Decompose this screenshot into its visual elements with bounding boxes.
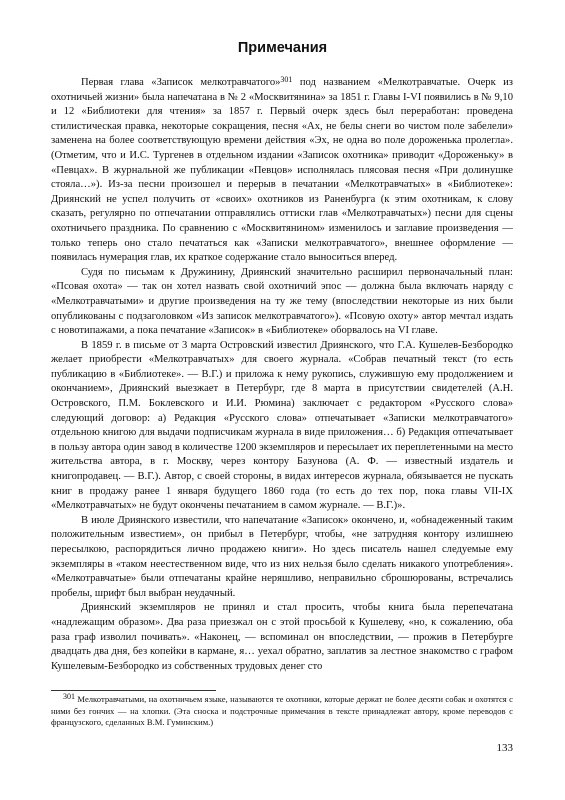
paragraph-2: Судя по письмам к Дружинину, Дриянский значительно расширил первоначальный план: «Псовая охота» — так он хотел назвать свой охотничий эпос — должна была включать наряду с «Мелкотравчатыми» и другие произведения на ту же тему (впоследствии некоторые из них были опубликованы с подзаголовком «Из записок мелкотравчатого»). «Псовую охоту» автор мечтал издать с новотипажами, а пока печатание «Записок» в «Библиотеке» оборвалось на VI главе.	[51, 266, 513, 337]
page-title: Примечания	[237, 40, 328, 56]
main-text	[51, 76, 513, 674]
paragraph-1-text: Первая глава «Записок мелкотравчатого»	[81, 77, 281, 88]
paragraph-1	[51, 76, 513, 266]
footnote	[51, 694, 513, 729]
footnote-text: Мелкотравчатыми, на охотничьем языке, называются те охотники, которые держат не более десяти собак и охотятся с ними без гончих — на хлопки. (Эта сноска и подстрочные примечания в тексте принадлежат автору, кроме переводов с французского, сделанных В.М. Гуминским.)	[51, 694, 513, 728]
page-number: 133	[496, 742, 513, 754]
paragraph-1-text-continued: под названием «Мелкотравчатые. Очерк из охотничьей жизни» была напечатана в № 2 «Москвитянина» за 1851 г. Главы I-VI появились в № 9,10 и 12 «Библиотеки для чтения» за 1857 г. Первый очерк здесь был переработан: проведена стилистическая правка, некоторые сокращения, песня «Ах, не белы снеги во чистом поле забелели» заменена на более соответствующую времени действия «Эх, не одна во поле дороженька пролегла». (Отметим, что и И.С. Тургенев в отдельном издании «Записок охотника» приводит «Дороженьку» в «Певцах». В журнальной же публикации «Певцов» исполнялась плясовая песня «При долинушке стояла…»). Из-за песни произошел и перерыв в печатании «Мелкотравчатых» в «Библиотеке»: Дриянский не успел получить от «своих» охотников из Раненбурга (к этим охотникам, к слову сказать, регулярно по отпечатании отправлялись оттиски глав «Мелкотравчатых») песни для сцены охотничьего праздника. По сравнению с «Москвитянином» изменилось и заглавие произведения — только теперь оно стало печататься как «Записки мелкотравчатого», внешнее оформление — появилась нумерация глав, их краткое содержание стало выноситься вперед.	[51, 77, 513, 264]
footnote-number: 301	[63, 692, 75, 701]
paragraph-3: В 1859 г. в письме от 3 марта Островский известил Дриянского, что Г.А. Кушелев-Безбородко желает приобрести «Мелкотравчатых» для своего журнала. «Собрав печатный текст (то есть публикацию в «Библиотеке». — В.Г.) и приложа к нему рукопись, служившую ему продолжением и окончанием», Дриянский выезжает в Петербург, где 8 марта в присутствии свидетелей (А.Н. Островского, П.М. Боклевского и И.И. Рюмина) заключает с редактором «Русского слова» следующий договор: а) Редакция «Русского слова» отпечатывает «Записки мелкотравчатого» отдельною книгою для выдачи подписчикам журнала в виде приложения… б) Редакция отпечатывает в пользу автора один завод в количестве 1200 экземпляров и пересылает их переплетенными на место жительства автора, в г. Москву, через контору Базунова (А. Ф. — известный издатель и книгопродавец. — В.Г.). Автор, с своей стороны, в видах интересов журнала, обязывается не пускать книг в продажу ранее 1 января будущего 1860 года (то есть до тех пор, пока главы VII-IX «Мелкотравчатых» не будут окончены печатанием в самом журнале. — В.Г.)».	[51, 339, 513, 512]
footnote-ref[interactable]: 301	[280, 75, 293, 84]
footnote-divider	[51, 690, 216, 691]
paragraph-5: Дриянский экземпляров не принял и стал просить, чтобы книга была перепечатана «надлежащим образом». Два раза приезжал он с этой просьбой к Кушелеву, «но, к сожалению, оба раза граф изволил почивать». «Наконец, — вспоминал он впоследствии, — прожив в Петербурге двадцать два дня, без копейки в кармане, я… уехал обратно, заплатив за лестное знакомство с графом Кушелевым-Безбородко из собственных трудовых денег сто	[51, 602, 513, 672]
paragraph-4: В июле Дриянского известили, что напечатание «Записок» окончено, и, «обнадеженный таким положительным известием», он прибыл в Петербург, чтобы, «не затрудняя контору излишнею пересылкою, распорядиться лично продажею книги». Но здесь писатель нашел следуемые ему экземпляры в «таком неестественном виде, что из них нельзя было сделать никакого употребления». «Мелкотравчатые» были отпечатаны крайне неряшливо, неправильно сброшюрованы, встречались пробелы, шрифт был выбран неудачный.	[51, 514, 513, 599]
footnote-body	[51, 694, 513, 729]
